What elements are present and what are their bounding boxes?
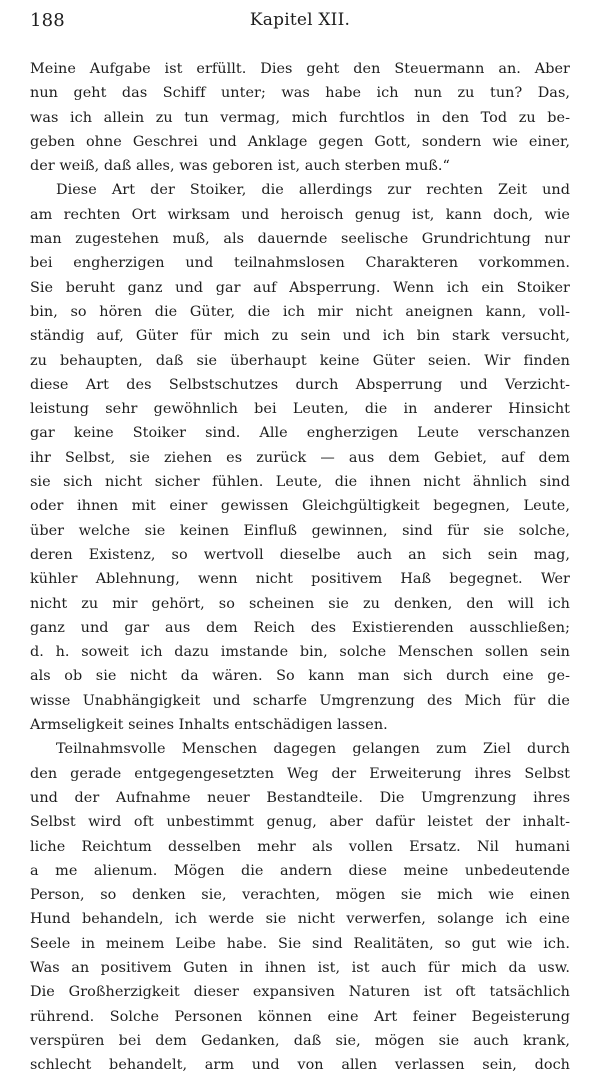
text-line: wisse Unabhängigkeit und scharfe Umgrenzung des Mich für die — [30, 692, 570, 709]
text-line: gar keine Stoiker sind. Alle engherzigen Leute verschanzen — [30, 425, 570, 442]
text-line: Hund behandeln, ich werde sie nicht verwerfen, solange ich eine — [30, 911, 570, 928]
text-line: Sie beruht ganz und gar auf Absperrung. Wenn ich ein Stoiker — [30, 279, 570, 296]
text-line: Seele in meinem Leibe habe. Sie sind Realitäten, so gut wie ich. — [30, 935, 570, 952]
text-line: ihr Selbst, sie ziehen es zurück — aus dem Gebiet, auf dem — [30, 449, 570, 466]
text-line: rührend. Solche Personen können eine Art feiner Begeisterung — [30, 1008, 570, 1025]
paragraph — [30, 737, 570, 1077]
text-line: Was an positivem Guten in ihnen ist, ist auch für mich da usw. — [30, 959, 570, 976]
paragraph — [30, 57, 570, 178]
text-line: diese Art des Selbstschutzes durch Absperrung und Verzicht- — [30, 376, 570, 393]
text-line: sie sich nicht sicher fühlen. Leute, die ihnen nicht ähnlich sind — [30, 474, 570, 491]
text-line: den gerade entgegengesetzten Weg der Erweiterung ihres Selbst — [30, 765, 570, 782]
text-line: leistung sehr gewöhnlich bei Leuten, die in anderer Hinsicht — [30, 401, 570, 418]
page-number: 188 — [30, 10, 65, 31]
text-line: Diese Art der Stoiker, die allerdings zur rechten Zeit und — [56, 182, 570, 199]
text-line: als ob sie nicht da wären. So kann man sich durch eine ge- — [30, 668, 570, 685]
text-line: kühler Ablehnung, wenn nicht positivem Haß begegnet. Wer — [30, 571, 570, 588]
text-line: man zugestehen muß, als dauernde seelische Grundrichtung nur — [30, 231, 570, 248]
text-line: Die Großherzigkeit dieser expansiven Naturen ist oft tatsächlich — [30, 984, 570, 1001]
text-line: nun geht das Schiff unter; was habe ich nun zu tun? Das, — [30, 85, 570, 102]
text-line: über welche sie keinen Einfluß gewinnen, sind für sie solche, — [30, 522, 570, 539]
text-line: deren Existenz, so wertvoll dieselbe auch an sich sein mag, — [30, 546, 570, 563]
body-text — [30, 57, 570, 1077]
text-line: am rechten Ort wirksam und heroisch genug ist, kann doch, wie — [30, 206, 570, 223]
text-line: oder ihnen mit einer gewissen Gleichgültigkeit begegnen, Leute, — [30, 498, 570, 515]
text-line: Person, so denken sie, verachten, mögen sie mich wie einen — [30, 887, 570, 904]
text-line: bei engherzigen und teilnahmslosen Charakteren vorkommen. — [30, 255, 570, 272]
text-line: d. h. soweit ich dazu imstande bin, solche Menschen sollen sein — [30, 644, 570, 661]
text-line: nicht zu mir gehört, so scheinen sie zu denken, den will ich — [30, 595, 570, 612]
text-line: zu behaupten, daß sie überhaupt keine Güter seien. Wir finden — [30, 352, 570, 369]
text-line: verspüren bei dem Gedanken, daß sie, mögen sie auch krank, — [30, 1032, 570, 1049]
text-line: Teilnahmsvolle Menschen dagegen gelangen zum Ziel durch — [56, 741, 570, 758]
text-line: ständig auf, Güter für mich zu sein und ich bin stark versucht, — [30, 328, 570, 345]
text-line: schlecht behandelt, arm und von allen verlassen sein, doch — [30, 1057, 570, 1074]
text-line: geben ohne Geschrei und Anklage gegen Gott, sondern wie einer, — [30, 133, 570, 150]
text-line: der weiß, daß alles, was geboren ist, auch sterben muß.“ — [30, 158, 450, 175]
text-line: Meine Aufgabe ist erfüllt. Dies geht den Steuermann an. Aber — [30, 61, 570, 77]
text-line: Armseligkeit seines Inhalts entschädigen lassen. — [30, 717, 388, 734]
text-line: und der Aufnahme neuer Bestandteile. Die Umgrenzung ihres — [30, 789, 570, 806]
text-line: was ich allein zu tun vermag, mich furchtlos in den Tod zu be- — [30, 109, 570, 126]
paragraph — [30, 178, 570, 737]
chapter-running-head: Kapitel XII. — [249, 10, 351, 30]
page-header — [30, 10, 570, 34]
text-line: Selbst wird oft unbestimmt genug, aber dafür leistet der inhalt- — [30, 814, 570, 831]
text-line: a me alienum. Mögen die andern diese meine unbedeutende — [30, 862, 570, 879]
text-line: liche Reichtum desselben mehr als vollen Ersatz. Nil humani — [30, 838, 570, 855]
text-line: bin, so hören die Güter, die ich mir nicht aneignen kann, voll- — [30, 303, 570, 320]
text-line: ganz und gar aus dem Reich des Existierenden ausschließen; — [30, 619, 570, 636]
